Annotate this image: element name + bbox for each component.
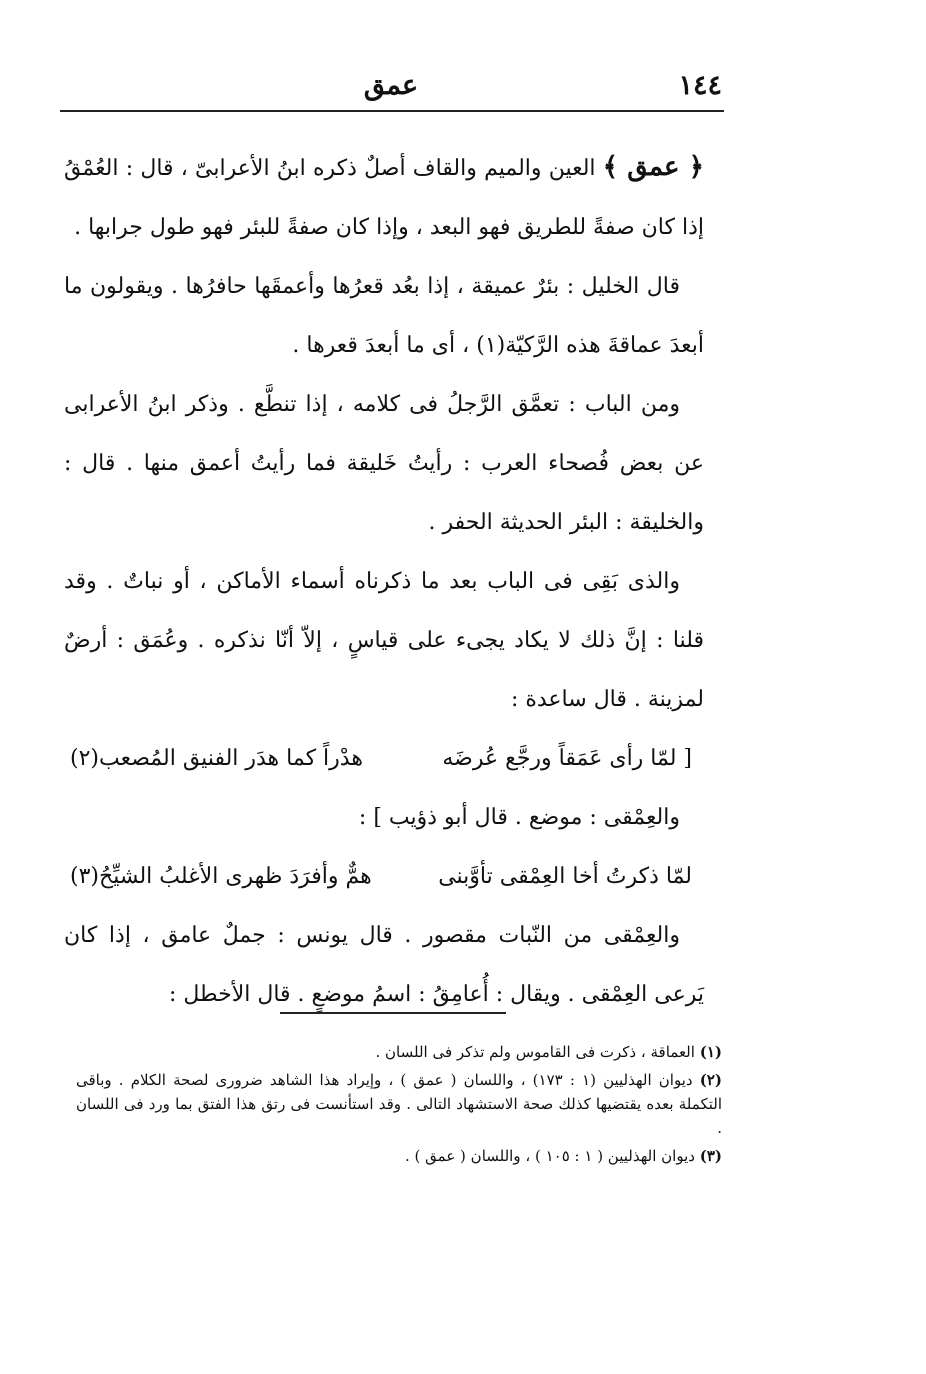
footnote-text: العماقة ، ذكرت فى القاموس ولم تذكر فى اللسان .: [375, 1043, 695, 1061]
footnote-1: [76, 1040, 722, 1064]
entry-paragraph-5: والعِمْقى : موضع . قال أبو ذؤيب ] :: [358, 805, 680, 830]
footnote-3: [76, 1144, 722, 1168]
entry-paragraph-3: ومن الباب : تعمَّق الرَّجلُ فى كلامه ، إذا تنطَّع . وذكر ابنُ الأعرابى عن بعض فُصحاء العرب : رأيتُ خَليقة فما رأيتُ أعمق منها . قال : والخليقة : البئر الحديثة الحفر .: [64, 392, 704, 535]
footnote-text: ديوان الهذليين ( ١ : ١٠٥ ) ، واللسان ( عمق ) .: [405, 1147, 695, 1165]
verse-1: [64, 729, 704, 788]
page-number: ١٤٤: [678, 70, 722, 101]
page-header: [60, 66, 722, 106]
running-head: عمق: [363, 70, 419, 101]
verse-1-second-hemistich: هدْراً كما هدَر الفنيق المُصعب(٢): [70, 746, 363, 771]
paragraph-1-text: العين والميم والقاف أصلٌ ذكره ابنُ الأعرابىّ ، قال : العُمْقُ إذا كان صفةً للطريق فهو البعد ، وإذا كان صفةً للبئر فهو طول جرابها .: [64, 156, 704, 240]
entry-body: [64, 138, 704, 1024]
verse-2: [64, 847, 704, 906]
header-rule: [60, 110, 724, 112]
entry-paragraph-2: قال الخليل : بئرٌ عميقة ، إذا بعُد قعرُها وأعمقَها حافرُها . ويقولون ما أبعدَ عماقةَ هذه الرَّكيّة(١) ، أى ما أبعدَ قعرها .: [64, 274, 704, 358]
verse-2-first-hemistich: لمّا ذكرتُ أخا العِمْقى تأوَّبنى: [438, 864, 692, 889]
headword: ﴿ عمق ﴾: [602, 152, 704, 182]
entry-paragraph-6: والعِمْقى من النّبات مقصور . قال يونس : جملٌ عامق ، إذا كان يَرعى العِمْقى . ويقال : أُعامِقُ : اسمُ موضعٍ . قال الأخطل :: [64, 923, 704, 1007]
footnote-number: (٣): [699, 1147, 722, 1165]
footnote-text: ديوان الهذليين (١ : ١٧٣) ، واللسان ( عمق ) ، وإيراد هذا الشاهد ضرورى لصحة الكلام . وباقى التكملة بعده يقتضيها كذلك صحة الاستشهاد التالى . وقد استأنست فى رتق هذا الفتق بما ورد فى اللسان .: [76, 1071, 722, 1137]
entry-paragraph-1: [64, 138, 704, 257]
verse-2-second-hemistich: همٌّ وأفرَدَ ظهرى الأغلبُ الشيِّحُ(٣): [70, 864, 372, 889]
footnote-number: (٢): [699, 1071, 722, 1089]
verse-1-first-hemistich: [ لمّا رأى عَمَقاً ورجَّع عُرضَه: [442, 746, 692, 771]
footnote-2: [76, 1068, 722, 1140]
footnote-rule: [280, 1012, 506, 1014]
footnote-number: (١): [699, 1043, 722, 1061]
entry-paragraph-4: والذى بَقِى فى الباب بعد ما ذكرناه أسماء الأماكن ، أو نباتٌ . وقد قلنا : إنَّ ذلك لا يكاد يجىء على قياسٍ ، إلاّ أنّا نذكره . وعُمَق : أرضٌ لمزينة . قال ساعدة :: [64, 569, 704, 712]
footnotes: [76, 1040, 722, 1172]
